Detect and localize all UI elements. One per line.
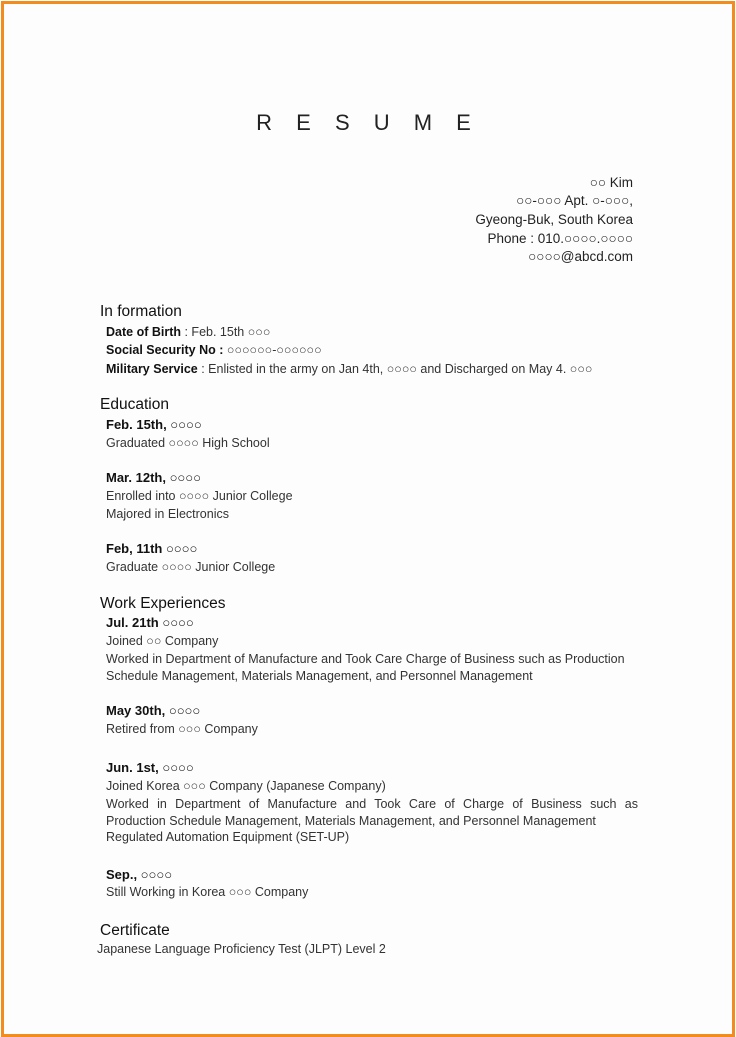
page-title: R E S U M E [256,110,480,135]
work-line: Joined Korea ○○○ Company (Japanese Company) [106,779,386,793]
education-date: Mar. 12th, ○○○○ [106,470,201,485]
education-date: Feb. 15th, ○○○○ [106,417,202,432]
military-value: : Enlisted in the army on Jan 4th, ○○○○ and Discharged on May 4. ○○○ [201,362,593,376]
work-line: Still Working in Korea ○○○ Company [106,885,309,899]
contact-email: ○○○○@abcd.com [528,249,633,264]
military-label: Military Service [106,362,198,376]
work-line: Retired from ○○○ Company [106,722,258,736]
section-heading-certificate: Certificate [100,922,170,939]
info-dob [106,325,270,339]
contact-address-line-1: ○○-○○○ Apt. ○-○○○, [516,193,633,208]
work-paragraph: Worked in Department of Manufacture and Took Care of Charge of Business such as Production Schedule Management, Materials Management, and Personnel Management [106,797,638,828]
info-military [106,362,592,376]
contact-phone: Phone : 010.○○○○.○○○○ [487,231,633,246]
contact-name: ○○ Kim [589,175,633,190]
work-date: Jul. 21th ○○○○ [106,615,194,630]
education-line: Graduated ○○○○ High School [106,436,270,450]
work-line: Worked in Department of Manufacture and Took Care Charge of Business such as Production [106,652,625,666]
work-line: Joined ○○ Company [106,634,219,648]
work-line: Schedule Management, Materials Management, and Personnel Management [106,669,533,683]
section-heading-information: In formation [100,303,182,320]
section-heading-education: Education [100,396,169,413]
work-line: Regulated Automation Equipment (SET-UP) [106,830,350,844]
dob-value: : Feb. 15th ○○○ [184,325,271,339]
education-date: Feb, 11th ○○○○ [106,541,198,556]
education-line: Enrolled into ○○○○ Junior College [106,489,293,503]
info-ssn [106,343,322,357]
work-date: Sep., ○○○○ [106,867,173,882]
education-line: Graduate ○○○○ Junior College [106,560,276,574]
education-line: Majored in Electronics [106,507,229,521]
contact-address-line-2: Gyeong-Buk, South Korea [475,212,633,227]
work-date: Jun. 1st, ○○○○ [106,760,194,775]
ssn-value: ○○○○○○-○○○○○○ [226,343,322,357]
ssn-label: Social Security No : [106,343,224,357]
dob-label: Date of Birth [106,325,181,339]
work-date: May 30th, ○○○○ [106,703,201,718]
certificate-line: Japanese Language Proficiency Test (JLPT) Level 2 [97,942,386,956]
section-heading-work: Work Experiences [100,595,226,612]
